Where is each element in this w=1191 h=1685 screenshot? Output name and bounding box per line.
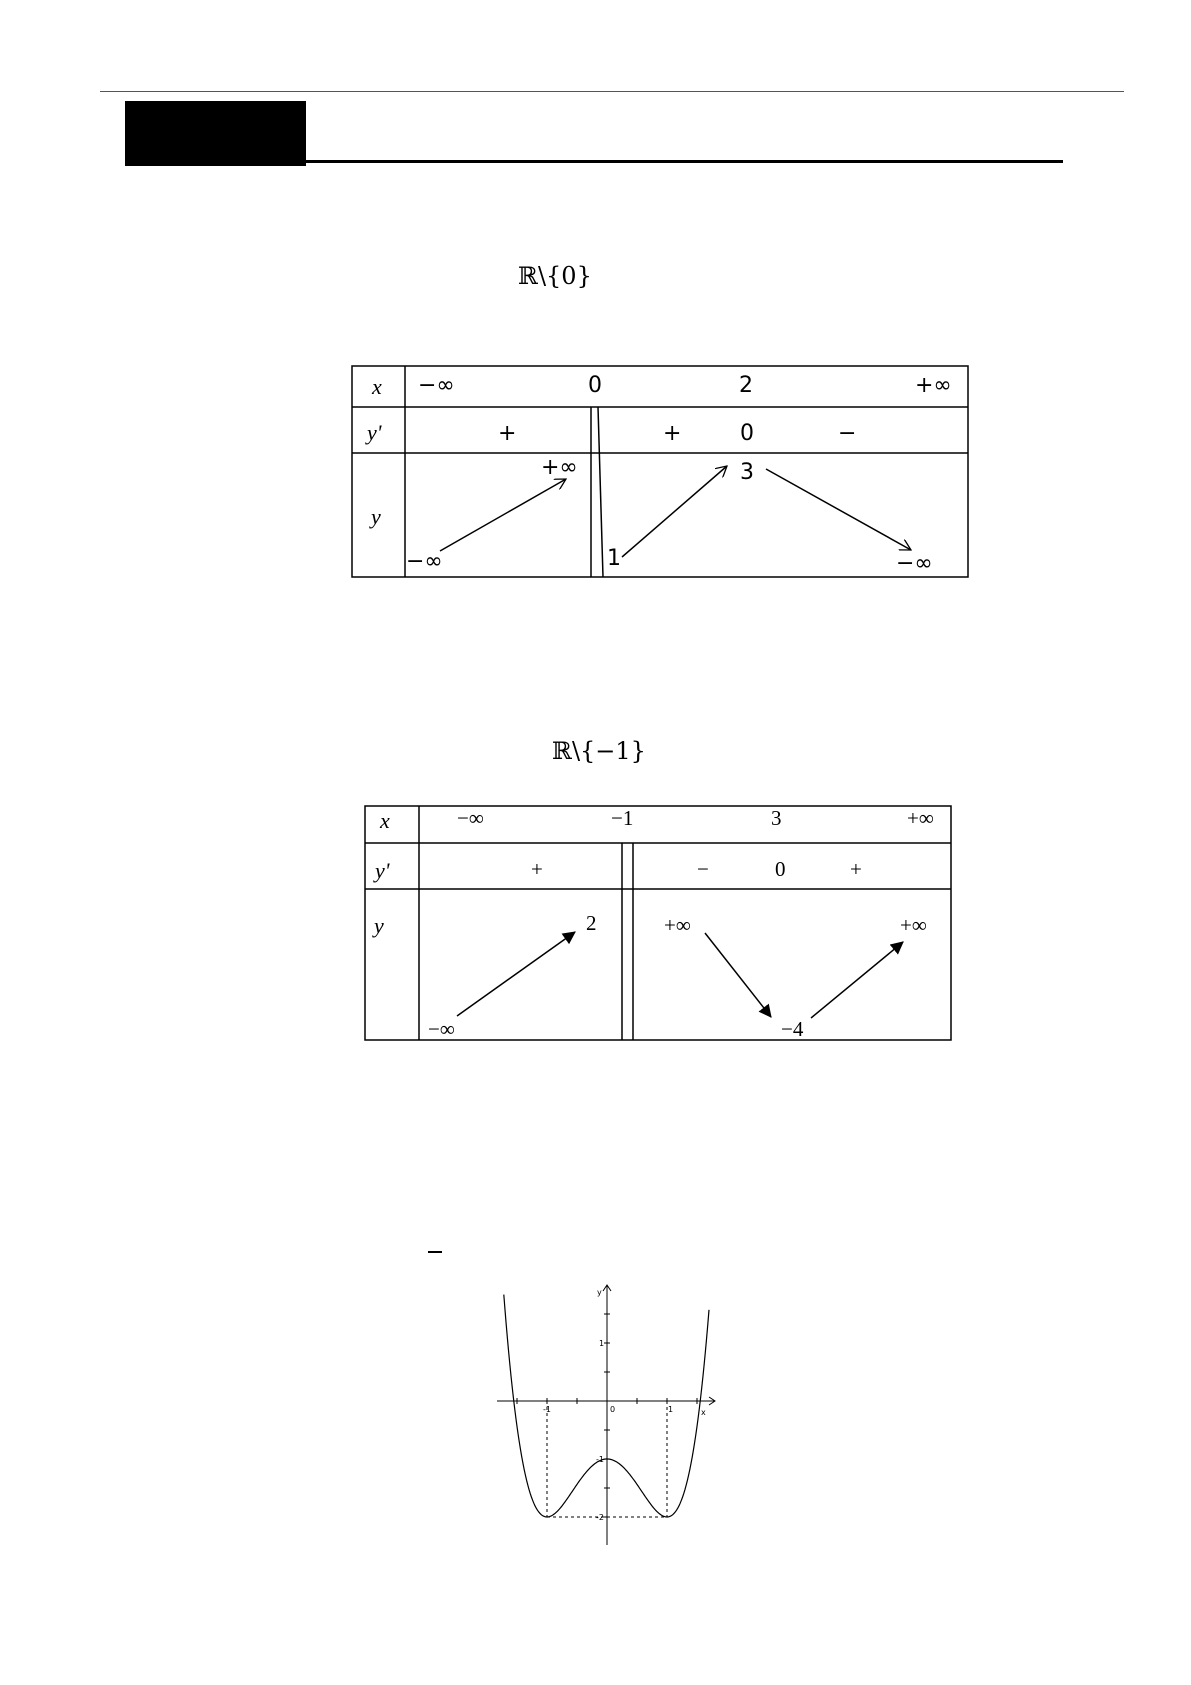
t1-yp-zero: 0 [740, 421, 754, 446]
t2-label-y: y [374, 913, 384, 938]
y-axis-label: y [597, 1288, 602, 1297]
t2-x-pos-inf: +∞ [907, 806, 934, 830]
t2-x-neg-1: −1 [611, 806, 634, 830]
t2-x-neg-inf: −∞ [457, 806, 484, 830]
t2-yp-minus: − [697, 857, 709, 881]
t1-label-yprime: y' [367, 420, 382, 445]
t1-yp-plus-2: + [663, 421, 682, 446]
t1-label-y: y [371, 504, 381, 529]
function-curve [504, 1295, 709, 1517]
x-tick-label-0: 0 [610, 1405, 616, 1414]
y-tick-label-neg2: -2 [596, 1513, 604, 1522]
t2-yp-plus: + [531, 857, 543, 881]
t1-y-neg-inf: −∞ [406, 549, 443, 574]
y-tick-label-neg1: -1 [596, 1455, 604, 1464]
x-tick-label-neg1: -1 [543, 1405, 551, 1414]
t2-x-3: 3 [771, 806, 782, 830]
t2-yp-plus-2: + [850, 857, 862, 881]
t2-label-x: x [380, 808, 390, 833]
t1-y-3: 3 [740, 460, 754, 485]
t2-y-neg-4: −4 [781, 1017, 804, 1041]
t2-y-pos-inf: +∞ [664, 913, 691, 937]
domain-set-2: ℝ\{−1} [552, 737, 646, 765]
domain-set-1: ℝ\{0} [518, 262, 592, 290]
t2-y-neg-inf: −∞ [428, 1017, 455, 1041]
t1-x-pos-inf: +∞ [915, 373, 952, 398]
t1-yp-plus-1: + [498, 421, 517, 446]
t2-yp-zero: 0 [775, 857, 786, 881]
y-tick-label-1: 1 [599, 1339, 605, 1348]
t1-y-neg-inf-2: −∞ [896, 551, 933, 576]
x-axis-label: x [701, 1408, 706, 1417]
function-graph [495, 1283, 735, 1553]
t1-yp-minus: − [838, 421, 857, 446]
t2-y-pos-inf-2: +∞ [900, 913, 927, 937]
t1-y-1: 1 [607, 546, 621, 571]
x-tick-label-1: 1 [668, 1405, 674, 1414]
t1-x-0: 0 [588, 373, 602, 398]
t2-label-yprime: y' [375, 858, 390, 883]
overbar-mark [428, 1251, 442, 1253]
t1-label-x: x [372, 374, 382, 399]
t1-y-pos-inf: +∞ [541, 455, 578, 480]
t2-y-2: 2 [586, 911, 597, 935]
t1-x-2: 2 [739, 373, 753, 398]
t1-x-neg-inf: −∞ [418, 373, 455, 398]
